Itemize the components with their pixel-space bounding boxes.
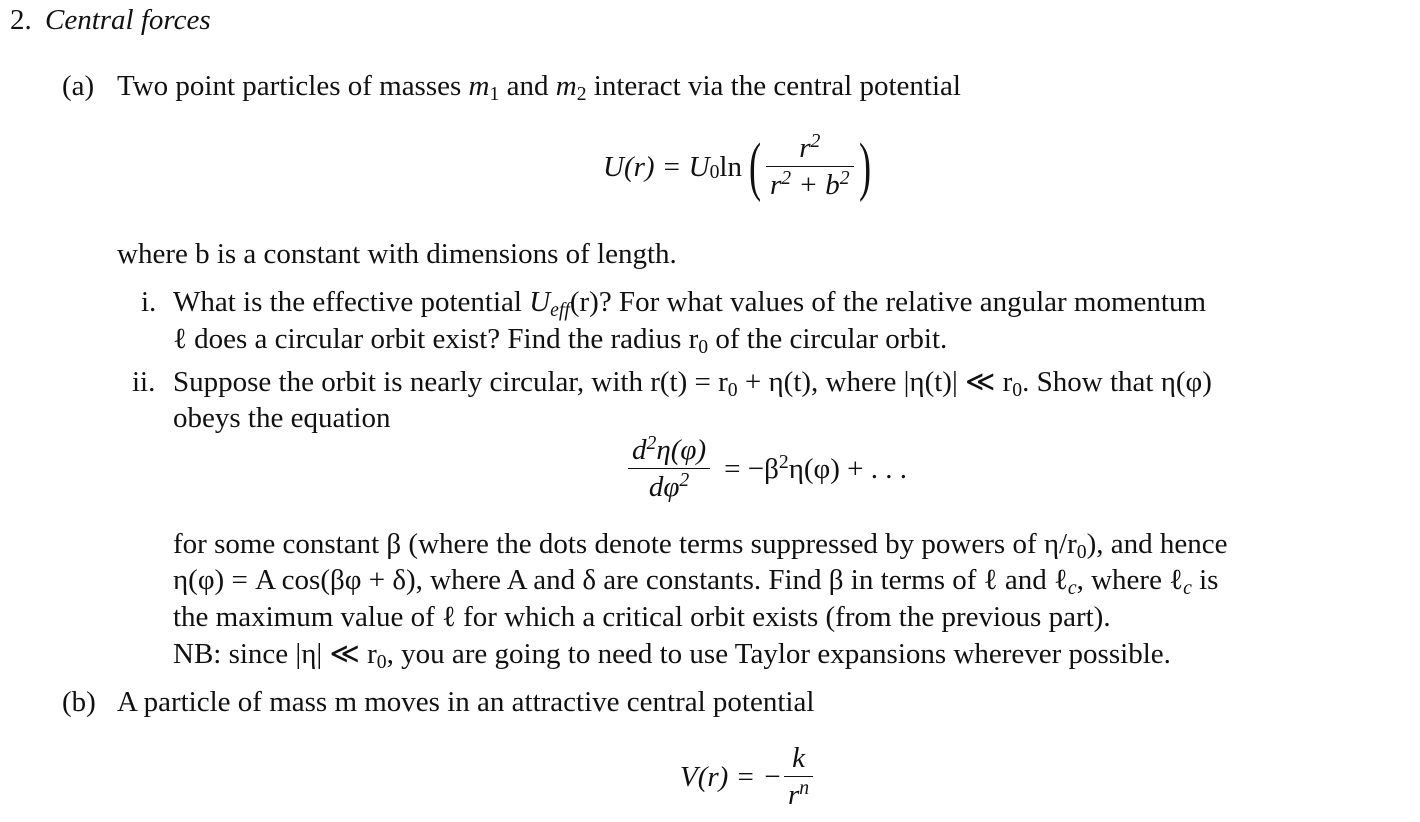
mass-m2-sub: 2 [576, 82, 587, 105]
item-i-line2-text: ℓ does a circular orbit exist? Find the radius r [173, 323, 699, 355]
item-ii-line4-text: η(φ) = A cos(βφ + δ), where A and δ are constants. Find β in terms of ℓ and ℓ [173, 564, 1068, 596]
item-ii-line4 [173, 564, 1219, 599]
equation-potential-v [680, 744, 813, 810]
equation-potential-u: U(r) = U $_0$ ln ( $\frac{r^2}{r^2 + b^2}$ ) [603, 130, 871, 203]
lc-sub-2: c [1183, 576, 1192, 599]
eq1-ln: ln [719, 150, 742, 183]
item-i-line1 [173, 286, 1207, 321]
nb-sub: 0 [376, 650, 387, 673]
eq1-denominator: $r^2 + b^2$ [769, 167, 850, 201]
item-ii-sub1: 0 [727, 378, 738, 401]
and-text: and [499, 70, 556, 102]
eq3-numerator: k [792, 742, 805, 774]
where-b-text: where b is a constant with dimensions of length. [117, 238, 677, 270]
eq2-denominator: $d\varphi^2$ [648, 469, 690, 503]
eq2-rhs: = $-\beta^2\eta(\varphi)$ + . . . [724, 450, 908, 485]
mass-m1-sub: 1 [489, 82, 500, 105]
problem-heading [10, 6, 211, 35]
nb-post: , you are going to need to use Taylor expansions wherever possible. [386, 638, 1171, 670]
item-ii-line1-post: . Show that η(φ) [1022, 366, 1212, 398]
item-ii-line6 [173, 638, 1171, 673]
item-ii-label: ii. [132, 366, 156, 398]
lc-sub: c [1067, 576, 1077, 599]
item-ii-line2: obeys the equation [173, 402, 391, 434]
eq3-fraction [784, 744, 813, 810]
part-a-intro-text: Two point particles of masses [117, 70, 469, 102]
eq1-lhs: U(r) = U [603, 150, 710, 183]
eq3-denominator: $r^n$ [787, 777, 810, 811]
ueff-sub: eff [550, 298, 570, 321]
mass-m1: m [468, 70, 490, 102]
item-ii-line3-sub: 0 [1076, 540, 1087, 563]
eq1-numerator: $r^2$ [799, 130, 821, 164]
item-ii-line3 [173, 528, 1228, 563]
eq2-fraction [628, 432, 710, 503]
item-ii-line3-text: for some constant β (where the dots denote terms suppressed by powers of η/r [173, 528, 1077, 560]
eq1-fraction [766, 130, 854, 201]
nb-text: NB: since |η| ≪ r [173, 638, 377, 670]
problem-title: Central forces [45, 4, 211, 36]
problem-number: 2. [10, 4, 32, 36]
item-ii-sub2: 0 [1012, 378, 1023, 401]
mass-m2: m [555, 70, 577, 102]
item-ii-line4-post: , where ℓ [1076, 564, 1184, 596]
right-paren: ) [858, 130, 871, 203]
part-b-intro: A particle of mass m moves in an attractive central potential [117, 686, 815, 718]
item-i-text: What is the effective potential [173, 286, 530, 318]
item-i-text-post: (r)? For what values of the relative angular momentum [569, 286, 1207, 318]
item-ii-line1-mid: + η(t), where |η(t)| ≪ r [737, 366, 1013, 398]
part-a-label: (a) [62, 70, 95, 102]
item-i-line2-post: of the circular orbit. [708, 323, 948, 355]
ueff-symbol: U [529, 286, 551, 318]
left-paren: ( [748, 130, 762, 203]
item-i-label: i. [141, 286, 157, 318]
eq3-lhs: V(r) = − [680, 760, 782, 793]
part-b-label: (b) [62, 686, 96, 718]
equation-eta [628, 432, 908, 503]
part-a-intro [117, 70, 961, 105]
item-ii-line5: the maximum value of ℓ for which a critical orbit exists (from the previous part). [173, 601, 1111, 633]
item-ii-line1 [173, 366, 1212, 401]
item-ii-line1-a: Suppose the orbit is nearly circular, with r(t) = r [173, 366, 728, 398]
r0-sub: 0 [698, 335, 709, 358]
part-a-intro-post: interact via the central potential [586, 70, 961, 102]
item-ii-line4-end: is [1191, 564, 1219, 596]
item-ii-line3-post: ), and hence [1086, 528, 1228, 560]
eq2-numerator: $d^2\eta(\varphi)$ [632, 432, 707, 466]
item-i-line2 [173, 323, 948, 358]
